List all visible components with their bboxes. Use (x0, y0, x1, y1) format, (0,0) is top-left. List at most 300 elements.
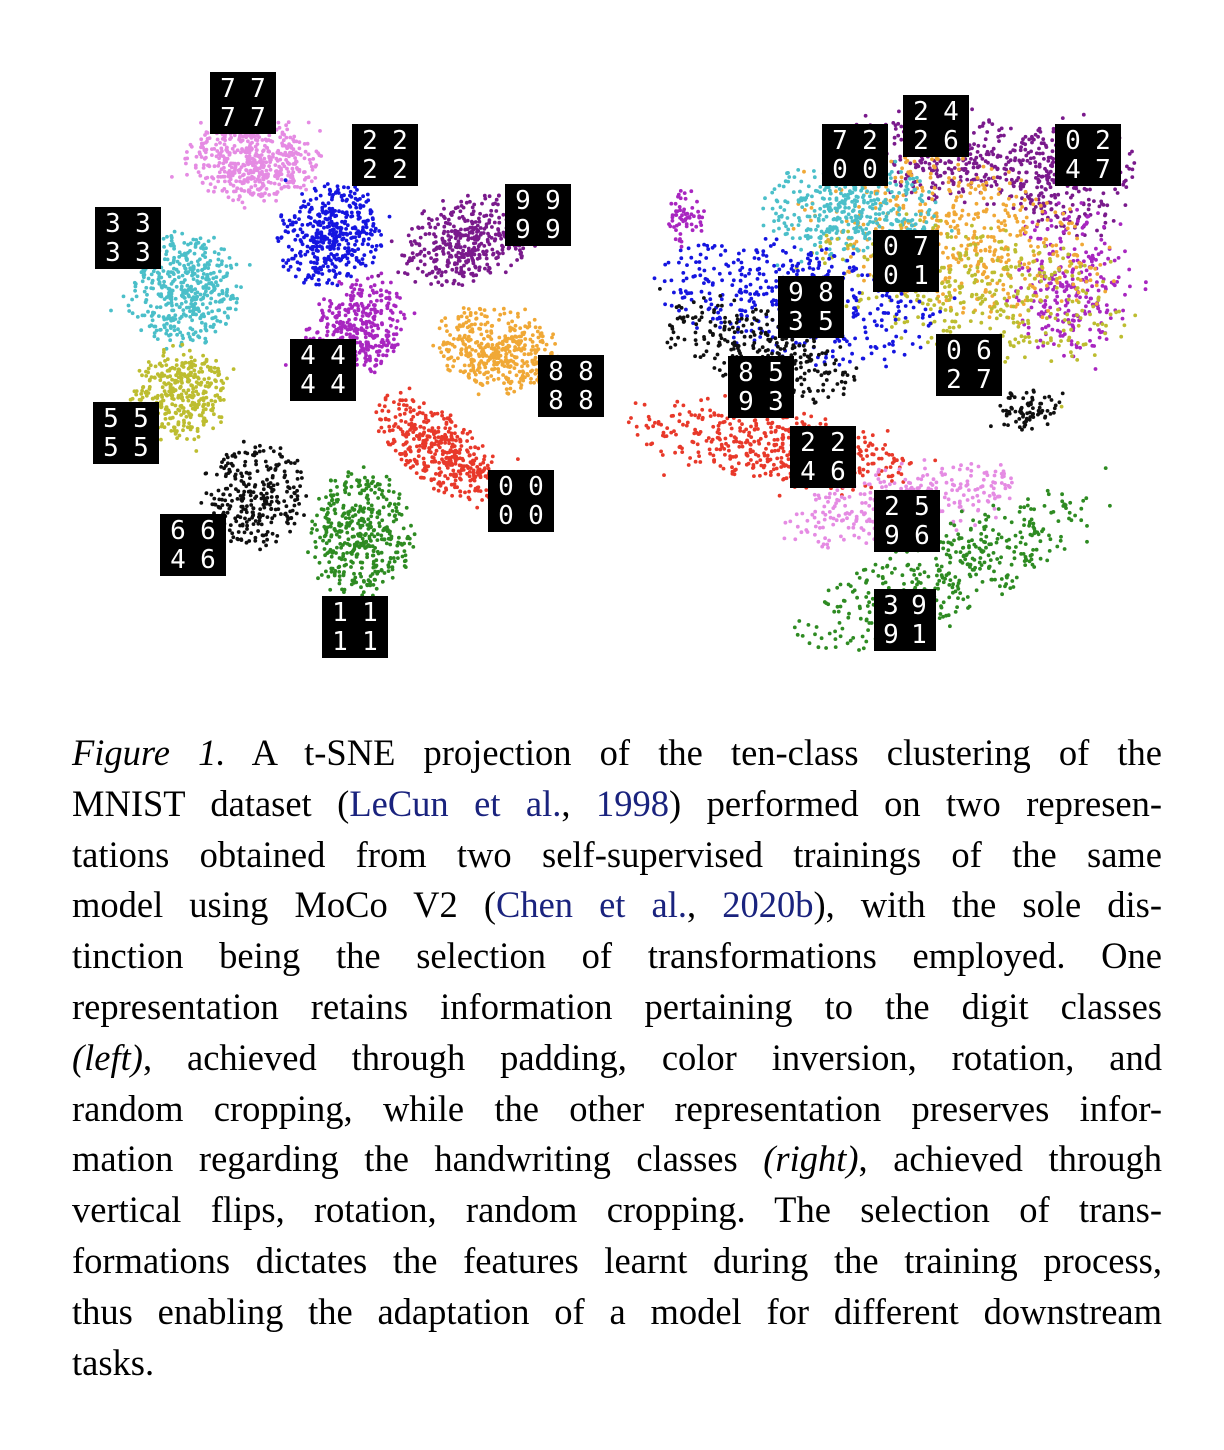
scatter-point (313, 555, 317, 559)
scatter-point (421, 411, 425, 415)
scatter-point (409, 240, 413, 244)
scatter-point (450, 432, 454, 436)
scatter-point (372, 554, 376, 558)
scatter-point (363, 330, 367, 334)
scatter-point (258, 444, 262, 448)
scatter-point (957, 191, 961, 195)
scatter-point (372, 222, 376, 226)
scatter-point (484, 225, 488, 229)
scatter-point (436, 223, 440, 227)
scatter-point (436, 271, 440, 275)
scatter-point (283, 470, 287, 474)
scatter-point (210, 310, 214, 314)
scatter-point (1033, 228, 1037, 232)
scatter-point (261, 182, 265, 186)
scatter-point (864, 114, 868, 118)
scatter-point (315, 528, 319, 532)
scatter-point (374, 358, 378, 362)
scatter-point (271, 155, 275, 159)
scatter-point (416, 412, 420, 416)
scatter-point (969, 157, 973, 161)
scatter-point (144, 374, 148, 378)
scatter-point (488, 271, 492, 275)
scatter-point (449, 413, 453, 417)
scatter-point (485, 330, 489, 334)
scatter-point (311, 252, 315, 256)
scatter-point (143, 290, 147, 294)
scatter-point (394, 304, 398, 308)
scatter-point (316, 151, 320, 155)
scatter-point (1056, 313, 1060, 317)
scatter-point (512, 390, 516, 394)
scatter-point (1128, 152, 1132, 156)
scatter-point (352, 572, 356, 576)
scatter-point (393, 502, 397, 506)
scatter-point (212, 323, 216, 327)
scatter-point (365, 545, 369, 549)
scatter-point (377, 552, 381, 556)
scatter-point (387, 425, 391, 429)
scatter-point (463, 334, 467, 338)
scatter-point (248, 151, 252, 155)
scatter-point (331, 234, 335, 238)
scatter-point (1051, 149, 1055, 153)
scatter-point (974, 156, 978, 160)
scatter-point (1005, 178, 1009, 182)
scatter-point (345, 293, 349, 297)
scatter-point (217, 264, 221, 268)
scatter-point (262, 540, 266, 544)
scatter-point (1048, 252, 1052, 256)
scatter-point (432, 487, 436, 491)
scatter-point (468, 430, 472, 434)
scatter-point (463, 369, 467, 373)
scatter-point (458, 451, 462, 455)
scatter-point (1012, 206, 1016, 210)
scatter-point (304, 150, 308, 154)
scatter-point (331, 311, 335, 315)
scatter-point (477, 392, 481, 396)
scatter-point (453, 482, 457, 486)
scatter-point (413, 458, 417, 462)
scatter-point (438, 467, 442, 471)
scatter-point (300, 192, 304, 196)
scatter-point (347, 492, 351, 496)
scatter-point (497, 370, 501, 374)
scatter-point (189, 241, 193, 245)
scatter-point (325, 541, 329, 545)
scatter-point (233, 162, 237, 166)
scatter-point (307, 121, 311, 125)
scatter-point (1063, 289, 1067, 293)
scatter-point (169, 383, 173, 387)
scatter-point (1061, 116, 1065, 120)
scatter-point (459, 478, 463, 482)
scatter-point (161, 385, 165, 389)
scatter-point (320, 573, 324, 577)
scatter-point (292, 485, 296, 489)
scatter-point (339, 530, 343, 534)
scatter-point (353, 303, 357, 307)
scatter-point (1087, 300, 1091, 304)
scatter-point (442, 340, 446, 344)
scatter-point (1116, 191, 1120, 195)
scatter-point (272, 484, 276, 488)
scatter-point (1026, 159, 1030, 163)
scatter-point (346, 242, 350, 246)
scatter-point (478, 253, 482, 257)
scatter-point (972, 131, 976, 135)
scatter-point (486, 464, 490, 468)
scatter-point (326, 511, 330, 515)
scatter-point (376, 532, 380, 536)
scatter-point (360, 346, 364, 350)
scatter-point (513, 366, 517, 370)
scatter-point (550, 336, 554, 340)
scatter-point (504, 347, 508, 351)
scatter-point (280, 186, 284, 190)
scatter-point (1035, 186, 1039, 190)
scatter-point (1024, 171, 1028, 175)
scatter-point (392, 490, 396, 494)
scatter-point (509, 264, 513, 268)
scatter-point (293, 461, 297, 465)
scatter-point (447, 251, 451, 255)
scatter-point (922, 169, 926, 173)
scatter-point (467, 247, 471, 251)
scatter-point (366, 277, 370, 281)
scatter-point (529, 377, 533, 381)
scatter-point (433, 429, 437, 433)
scatter-point (1080, 201, 1084, 205)
scatter-point (230, 462, 234, 466)
scatter-point (148, 378, 152, 382)
scatter-point (413, 280, 417, 284)
scatter-point (443, 216, 447, 220)
scatter-point (282, 499, 286, 503)
scatter-point (165, 394, 169, 398)
scatter-point (221, 189, 225, 193)
scatter-point (467, 372, 471, 376)
scatter-point (353, 317, 357, 321)
scatter-point (151, 318, 155, 322)
scatter-point (1099, 200, 1103, 204)
scatter-point (412, 399, 416, 403)
scatter-point (1031, 220, 1035, 224)
scatter-point (1013, 143, 1017, 147)
scatter-point (243, 517, 247, 521)
scatter-point (474, 379, 478, 383)
scatter-point (462, 322, 466, 326)
scatter-point (1099, 330, 1103, 334)
scatter-point (318, 561, 322, 565)
scatter-point (294, 275, 298, 279)
scatter-point (318, 129, 322, 133)
scatter-point (1029, 157, 1033, 161)
scatter-point (348, 543, 352, 547)
scatter-point (1031, 137, 1035, 141)
scatter-point (199, 137, 203, 141)
scatter-point (392, 556, 396, 560)
scatter-point (270, 500, 274, 504)
scatter-point (275, 151, 279, 155)
scatter-point (472, 242, 476, 246)
scatter-point (247, 159, 251, 163)
scatter-point (150, 314, 154, 318)
scatter-point (345, 210, 349, 214)
scatter-point (1062, 205, 1066, 209)
scatter-point (345, 531, 349, 535)
scatter-point (350, 195, 354, 199)
scatter-point (334, 273, 338, 277)
scatter-point (216, 180, 220, 184)
scatter-point (1005, 156, 1009, 160)
scatter-point (373, 546, 377, 550)
scatter-point (154, 365, 158, 369)
scatter-point (486, 240, 490, 244)
scatter-point (198, 257, 202, 261)
scatter-point (291, 181, 295, 185)
scatter-point (430, 271, 434, 275)
scatter-point (167, 291, 171, 295)
scatter-point (175, 303, 179, 307)
scatter-point (463, 343, 467, 347)
scatter-point (188, 266, 192, 270)
scatter-point (510, 353, 514, 357)
scatter-point (483, 323, 487, 327)
scatter-point (235, 297, 239, 301)
scatter-point (451, 469, 455, 473)
scatter-point (432, 477, 436, 481)
scatter-point (149, 304, 153, 308)
scatter-point (262, 157, 266, 161)
scatter-point (460, 444, 464, 448)
scatter-point (492, 378, 496, 382)
scatter-point (229, 523, 233, 527)
scatter-point (235, 263, 239, 267)
scatter-point (514, 340, 518, 344)
scatter-point (291, 167, 295, 171)
scatter-point (491, 455, 495, 459)
scatter-point (362, 579, 366, 583)
scatter-point (467, 339, 471, 343)
scatter-point (419, 236, 423, 240)
scatter-point (206, 273, 210, 277)
scatter-point (429, 282, 433, 286)
scatter-point (1123, 293, 1127, 297)
scatter-point (258, 512, 262, 516)
scatter-point (138, 369, 142, 373)
scatter-point (351, 253, 355, 257)
scatter-point (531, 340, 535, 344)
scatter-point (1055, 290, 1059, 294)
scatter-point (445, 421, 449, 425)
scatter-point (232, 367, 236, 371)
scatter-point (349, 297, 353, 301)
scatter-point (157, 275, 161, 279)
scatter-point (1055, 295, 1059, 299)
scatter-point (267, 164, 271, 168)
scatter-point (1070, 343, 1074, 347)
scatter-point (196, 274, 200, 278)
scatter-point (1063, 274, 1067, 278)
scatter-point (410, 227, 414, 231)
scatter-point (234, 179, 238, 183)
scatter-point (506, 362, 510, 366)
scatter-point (159, 305, 163, 309)
scatter-point (391, 576, 395, 580)
scatter-point (1061, 285, 1065, 289)
scatter-point (497, 221, 501, 225)
scatter-point (324, 570, 328, 574)
scatter-point (380, 489, 384, 493)
scatter-point (185, 257, 189, 261)
scatter-point (164, 417, 168, 421)
scatter-point (444, 270, 448, 274)
scatter-point (485, 214, 489, 218)
scatter-point (351, 550, 355, 554)
scatter-point (166, 302, 170, 306)
scatter-point (475, 506, 479, 510)
scatter-point (338, 578, 342, 582)
scatter-point (436, 280, 440, 284)
scatter-point (328, 245, 332, 249)
scatter-point (169, 243, 173, 247)
scatter-point (330, 499, 334, 503)
scatter-point (935, 162, 939, 166)
scatter-point (190, 261, 194, 265)
scatter-point (170, 236, 174, 240)
scatter-point (894, 123, 898, 127)
scatter-point (141, 279, 145, 283)
scatter-point (367, 303, 371, 307)
scatter-point (239, 472, 243, 476)
scatter-point (982, 144, 986, 148)
scatter-point (425, 438, 429, 442)
scatter-point (344, 227, 348, 231)
scatter-point (535, 344, 539, 348)
scatter-point (1106, 309, 1110, 313)
scatter-point (545, 343, 549, 347)
scatter-point (284, 363, 288, 367)
scatter-point (523, 352, 527, 356)
scatter-point (963, 201, 967, 205)
scatter-point (496, 263, 500, 267)
scatter-point (253, 485, 257, 489)
scatter-point (158, 378, 162, 382)
scatter-point (211, 276, 215, 280)
scatter-point (407, 432, 411, 436)
scatter-point (400, 458, 404, 462)
scatter-point (457, 282, 461, 286)
scatter-point (333, 243, 337, 247)
scatter-point (284, 158, 288, 162)
scatter-point (1090, 344, 1094, 348)
scatter-point (341, 210, 345, 214)
scatter-point (365, 496, 369, 500)
scatter-point (180, 302, 184, 306)
scatter-point (260, 497, 264, 501)
scatter-point (151, 397, 155, 401)
scatter-point (985, 202, 989, 206)
scatter-point (329, 493, 333, 497)
scatter-point (314, 197, 318, 201)
scatter-point (511, 360, 515, 364)
scatter-point (353, 576, 357, 580)
scatter-point (160, 284, 164, 288)
scatter-point (527, 324, 531, 328)
scatter-point (276, 190, 280, 194)
scatter-point (472, 471, 476, 475)
scatter-point (985, 152, 989, 156)
scatter-point (1049, 185, 1053, 189)
scatter-point (402, 313, 406, 317)
scatter-point (442, 417, 446, 421)
scatter-point (1036, 346, 1040, 350)
scatter-point (1017, 268, 1021, 272)
scatter-point (196, 281, 200, 285)
scatter-point (1097, 289, 1101, 293)
scatter-point (380, 409, 384, 413)
scatter-point (312, 273, 316, 277)
scatter-point (343, 588, 347, 592)
scatter-point (961, 190, 965, 194)
scatter-point (177, 367, 181, 371)
scatter-point (928, 166, 932, 170)
scatter-point (972, 142, 976, 146)
scatter-point (298, 147, 302, 151)
scatter-point (396, 550, 400, 554)
scatter-point (202, 389, 206, 393)
scatter-point (373, 578, 377, 582)
scatter-point (337, 191, 341, 195)
scatter-point (486, 344, 490, 348)
scatter-point (239, 494, 243, 498)
scatter-point (481, 250, 485, 254)
scatter-point (466, 194, 470, 198)
scatter-point (342, 232, 346, 236)
scatter-point (165, 406, 169, 410)
scatter-point (965, 171, 969, 175)
scatter-point (477, 217, 481, 221)
scatter-point (337, 305, 341, 309)
scatter-point (200, 155, 204, 159)
scatter-point (379, 311, 383, 315)
scatter-point (1039, 130, 1043, 134)
scatter-point (519, 335, 523, 339)
scatter-point (349, 560, 353, 564)
scatter-point (373, 283, 377, 287)
scatter-point (538, 326, 542, 330)
scatter-point (1039, 288, 1043, 292)
scatter-point (231, 198, 235, 202)
scatter-point (371, 335, 375, 339)
scatter-point (483, 267, 487, 271)
scatter-point (508, 370, 512, 374)
scatter-point (1053, 193, 1057, 197)
scatter-point (318, 536, 322, 540)
scatter-point (459, 348, 463, 352)
scatter-point (1040, 141, 1044, 145)
scatter-point (987, 118, 991, 122)
scatter-point (221, 154, 225, 158)
scatter-point (1011, 167, 1015, 171)
scatter-point (1047, 156, 1051, 160)
scatter-point (343, 246, 347, 250)
scatter-point (433, 460, 437, 464)
scatter-point (243, 460, 247, 464)
scatter-point (314, 545, 318, 549)
